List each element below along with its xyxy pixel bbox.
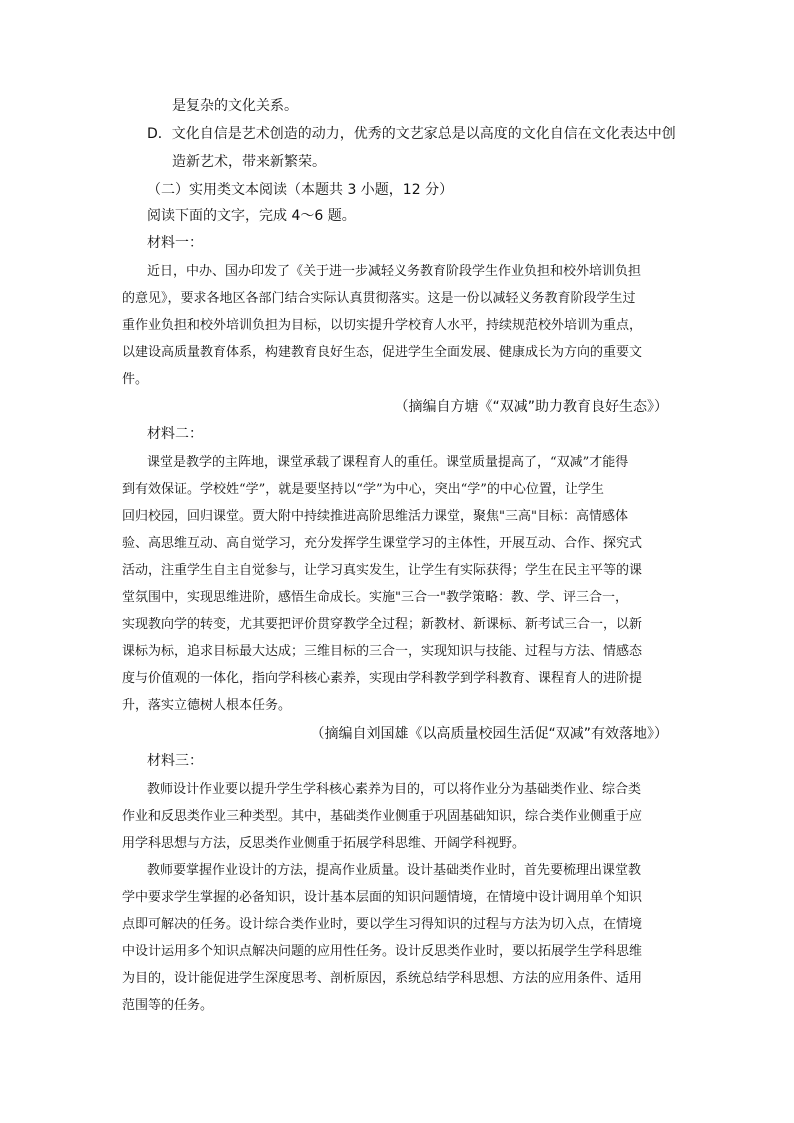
- material-2-line: 堂氛围中，实现思维进阶，感悟生命成长。实施"三合一"教学策略：教、学、评三合一，: [122, 590, 628, 605]
- section-instruction: 阅读下面的文字，完成 4～6 题。: [147, 208, 356, 224]
- material-1-line: 近日，中办、国办印发了《关于进一步减轻义务教育阶段学生作业负担和校外培训负担: [147, 264, 642, 279]
- section-heading: （二）实用类文本阅读（本题共 3 小题，12 分）: [147, 182, 454, 198]
- material-2-line: 课标为标，追求目标最大达成；三维目标的三合一，实现知识与技能、过程与方法、情感态: [122, 644, 643, 659]
- material-2-line: 到有效保证。学校姓“学”，就是要坚持以“学”为中心，突出“学”的中心位置，让学生: [122, 482, 604, 497]
- option-d-continued: 造新艺术，带来新繁荣。: [172, 154, 326, 170]
- material-3-line: 中设计运用多个知识点解决问题的应用性任务。设计反思类作业时，要以拓展学生学科思维: [122, 944, 643, 959]
- material-2-line: 实现教向学的转变，尤其要把评价贯穿教学全过程；新教材、新课标、新考试三合一，以新: [122, 617, 643, 632]
- material-2-line: 升，落实立德树人根本任务。: [122, 698, 292, 713]
- material-3-line: 范围等的任务。: [122, 998, 214, 1013]
- material-1-line: 的意见》，要求各地区各部门结合实际认真贯彻落实。这是一份以减轻义务教育阶段学生过: [122, 291, 636, 306]
- material-3-line: 点即可解决的任务。设计综合类作业时，要以学生习得知识的过程与方法为切入点，在情境: [122, 917, 643, 932]
- material-2-source: （摘编自刘国雄《以高质量校园生活促“双减”有效落地》）: [310, 726, 668, 742]
- material-2-label: 材料二：: [147, 426, 203, 442]
- material-3-line: 学中要求学生掌握的必备知识，设计基本层面的知识问题情境，在情境中设计调用单个知识: [122, 890, 643, 905]
- material-1-source: （摘编自方塘《“双减”助力教育良好生态》）: [394, 399, 668, 415]
- material-3-label: 材料三：: [147, 753, 203, 769]
- material-2-line: 度与价值观的一体化，指向学科核心素养，实现由学科教学到学科教育、课程育人的进阶提: [122, 671, 643, 686]
- material-2-line: 回归校园，回归课堂。贾大附中持续推进高阶思维活力课堂，聚焦"三高"目标：高情感体: [122, 509, 628, 524]
- option-d: D．文化自信是艺术创造的动力，优秀的文艺家总是以高度的文化自信在文化表达中创: [147, 126, 676, 142]
- material-1-line: 件。: [122, 372, 149, 387]
- material-2-line: 课堂是教学的主阵地，课堂承载了课程育人的重任。课堂质量提高了，“双减”才能得: [147, 455, 629, 470]
- material-3-line: 教师设计作业要以提升学生学科核心素养为目的，可以将作业分为基础类作业、综合类: [147, 782, 642, 797]
- material-3-line: 教师要掌握作业设计的方法，提高作业质量。设计基础类作业时，首先要梳理出课堂教: [147, 863, 642, 878]
- material-1-label: 材料一：: [147, 235, 203, 251]
- material-3-line: 作业和反思类作业三种类型。其中，基础类作业侧重于巩固基础知识，综合类作业侧重于应: [122, 809, 643, 824]
- material-1-line: 以建设高质量教育体系，构建教育良好生态，促进学生全面发展、健康成长为方向的重要文: [122, 345, 643, 360]
- material-2-line: 活动，注重学生自主自觉参与，让学习真实发生，让学生有实际获得；学生在民主平等的课: [122, 563, 643, 578]
- material-3-line: 为目的，设计能促进学生深度思考、剖析原因，系统总结学科思想、方法的应用条件、适用: [122, 971, 643, 986]
- material-2-line: 验、高思维互动、高自觉学习，充分发挥学生课堂学习的主体性，开展互动、合作、探究式: [122, 536, 643, 551]
- material-3-line: 用学科思想与方法，反思类作业侧重于拓展学科思维、开阔学科视野。: [122, 836, 526, 851]
- text-line: 是复杂的文化关系。: [172, 98, 298, 114]
- material-1-line: 重作业负担和校外培训负担为目标，以切实提升学校育人水平，持续规范校外培训为重点，: [122, 318, 643, 333]
